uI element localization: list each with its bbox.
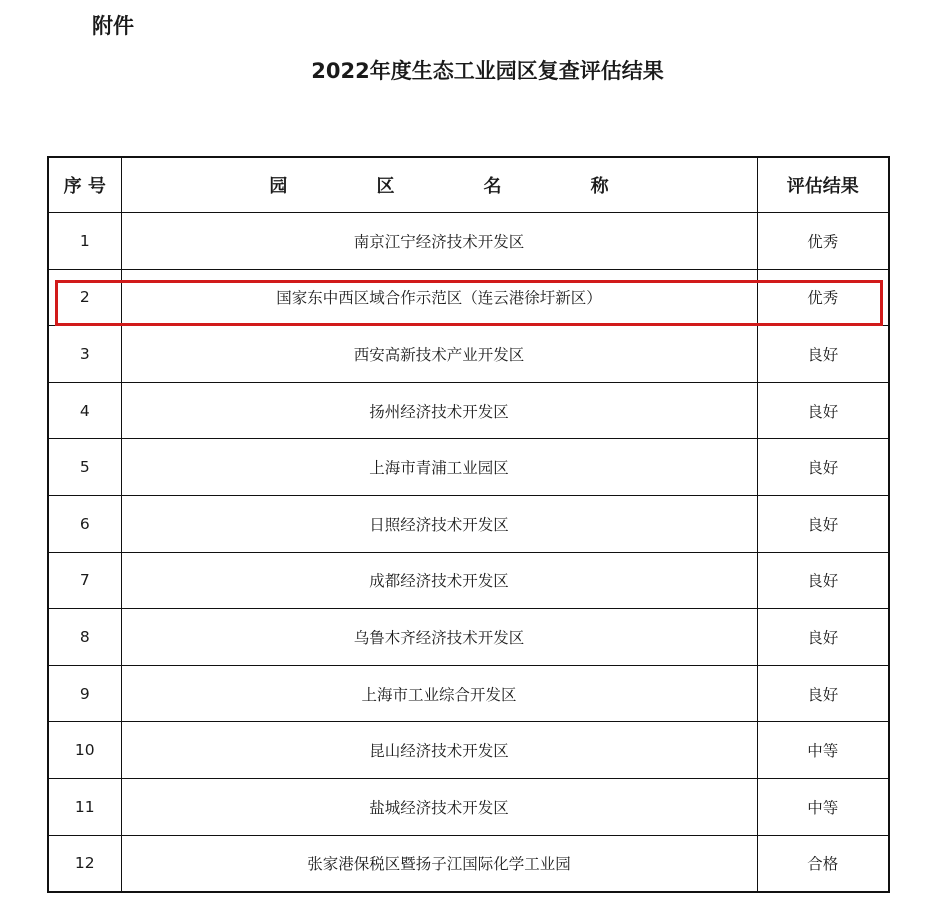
row-number: 3 (48, 326, 121, 383)
row-name: 上海市工业综合开发区 (121, 665, 757, 722)
row-name: 西安高新技术产业开发区 (121, 326, 757, 383)
row-result: 良好 (757, 609, 889, 666)
row-number: 1 (48, 213, 121, 270)
row-result: 优秀 (757, 269, 889, 326)
table-row (48, 495, 889, 552)
table-row (48, 778, 889, 835)
page-title: 2022年度生态工业园区复查评估结果 (311, 59, 664, 83)
row-result: 良好 (757, 552, 889, 609)
row-result: 良好 (757, 439, 889, 496)
row-number: 5 (48, 439, 121, 496)
table-row-highlighted (48, 269, 889, 326)
header-name: 园 区 名 称 (121, 157, 757, 213)
row-result: 良好 (757, 326, 889, 383)
header-result: 评估结果 (757, 157, 889, 213)
table-row (48, 665, 889, 722)
row-name: 成都经济技术开发区 (121, 552, 757, 609)
table-header-row (48, 157, 889, 213)
table-row (48, 326, 889, 383)
table-row (48, 609, 889, 666)
row-number: 9 (48, 665, 121, 722)
row-name: 国家东中西区域合作示范区（连云港徐圩新区） (121, 269, 757, 326)
row-result: 中等 (757, 722, 889, 779)
row-name: 盐城经济技术开发区 (121, 778, 757, 835)
row-number: 8 (48, 609, 121, 666)
row-name: 乌鲁木齐经济技术开发区 (121, 609, 757, 666)
row-number: 6 (48, 495, 121, 552)
row-name: 昆山经济技术开发区 (121, 722, 757, 779)
table-row (48, 213, 889, 270)
row-number: 10 (48, 722, 121, 779)
table-row (48, 382, 889, 439)
row-name: 南京江宁经济技术开发区 (121, 213, 757, 270)
table-row (48, 835, 889, 892)
row-result: 良好 (757, 495, 889, 552)
header-number: 序 号 (48, 157, 121, 213)
results-table (47, 156, 890, 893)
attachment-label: 附件 (92, 14, 134, 38)
row-result: 合格 (757, 835, 889, 892)
row-result: 优秀 (757, 213, 889, 270)
row-name: 上海市青浦工业园区 (121, 439, 757, 496)
row-number: 12 (48, 835, 121, 892)
row-result: 良好 (757, 382, 889, 439)
row-name: 日照经济技术开发区 (121, 495, 757, 552)
row-number: 7 (48, 552, 121, 609)
table-row (48, 439, 889, 496)
row-number: 2 (48, 269, 121, 326)
table-row (48, 552, 889, 609)
row-result: 良好 (757, 665, 889, 722)
row-result: 中等 (757, 778, 889, 835)
row-number: 4 (48, 382, 121, 439)
row-number: 11 (48, 778, 121, 835)
row-name: 扬州经济技术开发区 (121, 382, 757, 439)
table-row (48, 722, 889, 779)
row-name: 张家港保税区暨扬子江国际化学工业园 (121, 835, 757, 892)
